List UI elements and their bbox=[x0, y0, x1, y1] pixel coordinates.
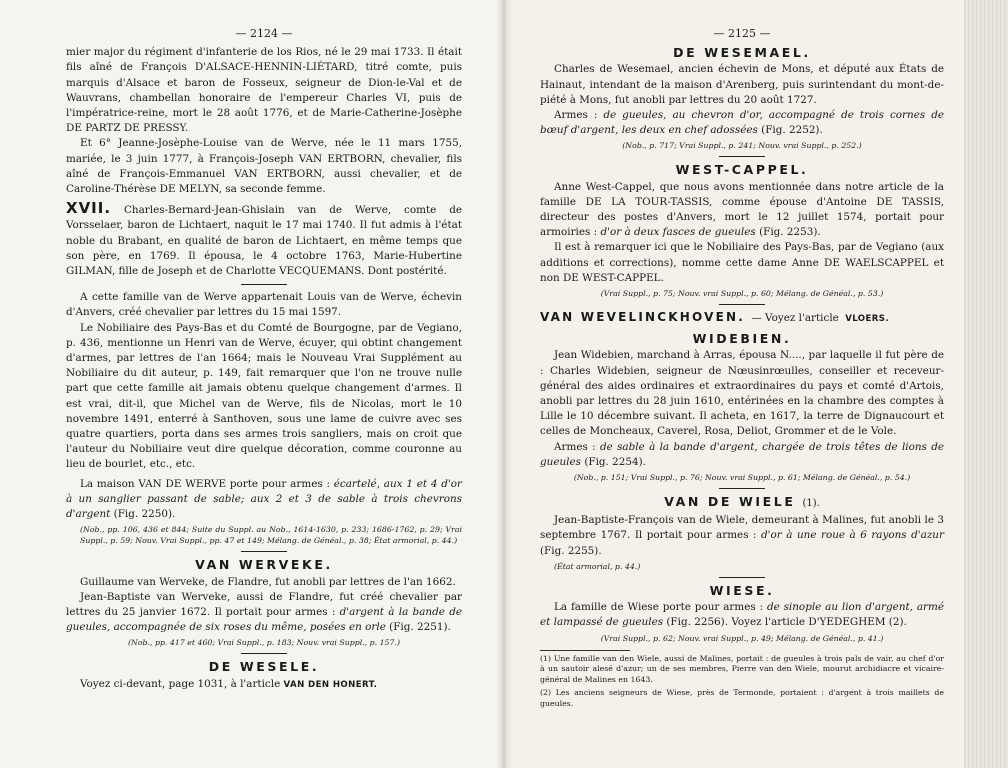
werveke-paragraph-1: Guillaume van Werveke, de Flandre, fut anobli par lettres de l'an 1662. bbox=[80, 575, 456, 588]
heading-van-de-wiele bbox=[540, 494, 944, 511]
left-column bbox=[66, 26, 462, 693]
wesemael-arms bbox=[540, 108, 944, 138]
book-gutter bbox=[496, 0, 512, 768]
widebien-arms-blazon: de sable à la bande d'argent, chargée de trois têtes de lions de gueules bbox=[540, 440, 945, 468]
section-rule bbox=[719, 488, 765, 489]
right-page bbox=[502, 0, 1008, 768]
section-rule bbox=[719, 304, 765, 305]
wesele-crossref: VAN DEN HONERT. bbox=[283, 679, 378, 690]
widebien-arms bbox=[540, 440, 944, 470]
heading-de-wesemael: DE WESEMAEL. bbox=[673, 45, 811, 61]
wiese-text: La famille de Wiese porte pour armes : bbox=[554, 601, 764, 614]
werveke-paragraph-2 bbox=[66, 590, 462, 636]
wesele-text: Voyez ci-devant, page 1031, à l'article bbox=[80, 677, 281, 690]
wiele-references: (État armorial, p. 44.) bbox=[554, 561, 641, 571]
werve-paragraph-2: Le Nobiliaire des Pays-Bas et du Comté de Bourgogne, par de Vegiano, p. 436, mentionne un Henri van de Werve, écuyer, qui obtint changement d'armes, par lettres de l'an 1664; mais le Nouveau Vrai Supplément au Nobiliaire du dit auteur, p. 149, fait remarquer que l'on ne trouve nulle part que cette famille ait jamais obtenu quelque changement d'armes. Il est vrai, dit-il, que Michel van de Werve, fils de Nicolas, mort le 10 novembre 1491, enterré à Santhoven, sous une lame de cuivre avec ses quatre quartiers, porta dans ses armes trois sangliers, mais on croit que l'auteur du Nobiliaire veut dire quelque décoration, comme couronne au lieu de bourlet, etc., etc. bbox=[66, 321, 462, 471]
generation-xvii-text: Charles-Bernard-Jean-Ghislain van de Werve, comte de Vorsselaer, baron de Lichtaert, naquit le 17 mai 1740. Il fut admis à l'état noble du Brabant, en qualité de baron de Lichtaert, en même temps que son père, en 1769. Il épousa, le 4 octobre 1763, Marie-Hubertine GILMAN, fille de Joseph et de Charlotte VECQUEMANS. Dont postérité. bbox=[66, 204, 462, 278]
wiese-fig: (Fig. 2256). Voyez l'article D'YEDEGHEM (2). bbox=[666, 616, 907, 629]
werve-arms-intro: La maison VAN DE WERVE porte pour armes : bbox=[80, 477, 330, 490]
left-page bbox=[0, 0, 502, 768]
westcappel-references: (Vrai Suppl., p. 75; Nouv. vrai Suppl., p. 60; Mélang. de Généal., p. 53.) bbox=[600, 289, 884, 299]
wiele-fig: (Fig. 2255). bbox=[540, 544, 602, 557]
werve-arms bbox=[66, 477, 462, 523]
wiese-references: (Vrai Suppl., p. 62; Nouv. vrai Suppl., p. 49; Mélang. de Généal., p. 41.) bbox=[600, 633, 884, 643]
wesemael-paragraph: Charles de Wesemael, ancien échevin de Mons, et député aux États de Hainaut, intendant de la maison d'Arenberg, puis surintendant du mont-de-piété à Mons, fut anobli par lettres du 20 août 1727. bbox=[540, 63, 944, 106]
widebien-arms-fig: (Fig. 2254). bbox=[584, 455, 646, 468]
westcappel-text: Anne West-Cappel, que nous avons mentionnée dans notre article de la famille DE LA TOUR-TASSIS, comme épouse d'Antoine DE TASSIS, directeur des postes d'Anvers, mort le 12 juillet 1574, portait pour armoiries : bbox=[540, 180, 944, 239]
wesemael-arms-blazon: de gueules, au chevron d'or, accompagné de trois cornes de bœuf d'argent, les deux en chef adossées bbox=[540, 109, 944, 137]
werveke-text: Jean-Baptiste van Werveke, aussi de Flandre, fut créé chevalier par lettres du 25 janvier 1672. Il portait pour armes : bbox=[66, 590, 462, 618]
wiele-paragraph bbox=[540, 513, 944, 559]
widebien-paragraph: Jean Widebien, marchand à Arras, épousa N...., par laquelle il fut père de : Charles Widebien, seigneur de Nœusinrœulles, conseiller et receveur-général des aides ordinaires et extraordinaires du pays et comté d'Artois, anobli par lettres du 28 juin 1610, entérinées en la chambre des comptes à Lille le 10 décembre suivant. Il acheta, en 1617, la terre de Dignaucourt et celles de Moncheaux, Caverel, Rosa, Deliot, Grommer et de le Vole. bbox=[540, 349, 944, 438]
generation-numeral: XVII. bbox=[66, 199, 112, 218]
wiese-paragraph bbox=[540, 600, 944, 630]
wesemael-arms-fig: (Fig. 2252). bbox=[761, 124, 823, 137]
wiele-blazon: d'or à une roue à 6 rayons d'azur bbox=[761, 529, 944, 542]
right-page-number: — 2125 — bbox=[713, 27, 771, 40]
westcappel-fig: (Fig. 2253). bbox=[759, 226, 821, 239]
section-rule bbox=[719, 156, 765, 157]
left-page-number: — 2124 — bbox=[235, 27, 293, 40]
wevelinckhoven-crossref: VLOERS. bbox=[845, 314, 890, 325]
generation-xvii bbox=[66, 201, 462, 279]
wesele-paragraph bbox=[66, 677, 462, 693]
heading-widebien: WIDEBIEN. bbox=[692, 331, 792, 347]
footnote-rule bbox=[540, 650, 630, 651]
intro-paragraph-1: mier major du régiment d'infanterie de los Rios, né le 29 mai 1733. Il était fils aîné de François D'ALSACE-HENNIN-LIÉTARD, titré comte, puis marquis d'Alsace et baron de Fosseux, seigneur de Dion-le-Val et de Wauvrans, chambellan honoraire de l'empereur Charles VI, puis de l'impératrice-reine, mort le 28 août 1776, et de Marie-Catherine-Josèphe DE PARTZ DE PRESSY. bbox=[66, 46, 462, 135]
werve-paragraph-1: A cette famille van de Werve appartenait Louis van de Werve, échevin d'Anvers, créé chevalier par lettres du 15 mai 1597. bbox=[66, 291, 462, 319]
right-column bbox=[540, 26, 944, 711]
heading-de-wesele: DE WESELE. bbox=[208, 659, 320, 675]
heading-van-wevelinckhoven bbox=[540, 310, 944, 327]
section-rule bbox=[241, 551, 287, 552]
werveke-blazon: d'argent à la bande de gueules, accompagnée de six roses du même, posées en orle bbox=[66, 605, 462, 634]
wevelinckhoven-see: — Voyez l'article bbox=[751, 312, 839, 325]
werve-references: (Nob., pp. 106, 436 et 844; Suite du Suppl. au Nob., 1614-1630, p. 233; 1686-1762, p. 29; Vrai Suppl., p. 59; Nouv. Vrai Suppl., pp. 47 et 149; Mélang. de Généal., p. 38; État armorial, p. 44.) bbox=[80, 525, 462, 546]
wiele-title: VAN DE WIELE bbox=[664, 494, 796, 510]
werve-arms-fig: (Fig. 2250). bbox=[113, 508, 176, 521]
wevelinckhoven-title: VAN WEVELINCKHOVEN. bbox=[540, 310, 745, 325]
westcappel-paragraph-2: Il est à remarquer ici que le Nobiliaire des Pays-Bas, par de Vegiano (aux additions et corrections), nomme cette dame Anne DE WAELSCAPPEL et non DE WEST-CAPPEL. bbox=[540, 241, 944, 284]
section-rule bbox=[719, 577, 765, 578]
footnote-2: (2) Les anciens seigneurs de Wiese, près de Termonde, portaient : d'argent à trois maillets de gueules. bbox=[540, 687, 944, 708]
wiele-note-marker: (1). bbox=[802, 498, 820, 510]
westcappel-blazon: d'or à deux fasces de gueules bbox=[600, 226, 756, 239]
intro-paragraph-2: Et 6° Jeanne-Josèphe-Louise van de Werve, née le 11 mars 1755, mariée, le 3 juin 1777, à François-Joseph VAN ERTBORN, chevalier, fils aîné de François-Emmanuel VAN ERTBORN, aussi chevalier, et de Caroline-Thérèse DE MELYN, sa seconde femme. bbox=[66, 137, 462, 196]
werveke-fig: (Fig. 2251). bbox=[389, 621, 451, 634]
widebien-arms-intro: Armes : bbox=[554, 440, 596, 453]
werveke-references: (Nob., pp. 417 et 460; Vrai Suppl., p. 183; Nouv. vrai Suppl., p. 157.) bbox=[127, 638, 401, 648]
footnote-1: (1) Une famille van den Wiele, aussi de Malines, portait : de gueules à trois pals de vair, au chef d'or à un sautoir alesé d'azur; un de ses membres, Pierre van den Wiele, mourut archidiacre et vicaire-général de Malines en 1643. bbox=[540, 653, 944, 685]
widebien-references: (Nob., p. 151; Vrai Suppl., p. 76; Nouv. vrai Suppl., p. 61; Mélang. de Généal., p. 54.) bbox=[573, 473, 911, 483]
wiele-text: Jean-Baptiste-François van de Wiele, demeurant à Malines, fut anobli le 3 septembre 1767. Il portait pour armes : bbox=[540, 514, 944, 542]
werve-arms-blazon: écartelé, aux 1 et 4 d'or à un sanglier passant de sable; aux 2 et 3 de sable à trois chevrons d'argent bbox=[66, 477, 462, 521]
wesemael-references: (Nob., p. 717; Vrai Suppl., p. 241; Nouv. vrai Suppl., p. 252.) bbox=[622, 141, 862, 151]
page-edge-shadow bbox=[964, 0, 1008, 768]
section-rule bbox=[241, 284, 287, 285]
section-rule bbox=[241, 653, 287, 654]
heading-west-cappel: WEST-CAPPEL. bbox=[675, 162, 809, 178]
heading-wiese: WIESE. bbox=[709, 582, 775, 598]
wesemael-arms-intro: Armes : bbox=[554, 109, 598, 122]
westcappel-paragraph-1 bbox=[540, 180, 944, 241]
wiese-blazon: de sinople au lion d'argent, armé et lampassé de gueules bbox=[540, 601, 944, 629]
heading-van-werveke: VAN WERVEKE. bbox=[195, 557, 333, 573]
